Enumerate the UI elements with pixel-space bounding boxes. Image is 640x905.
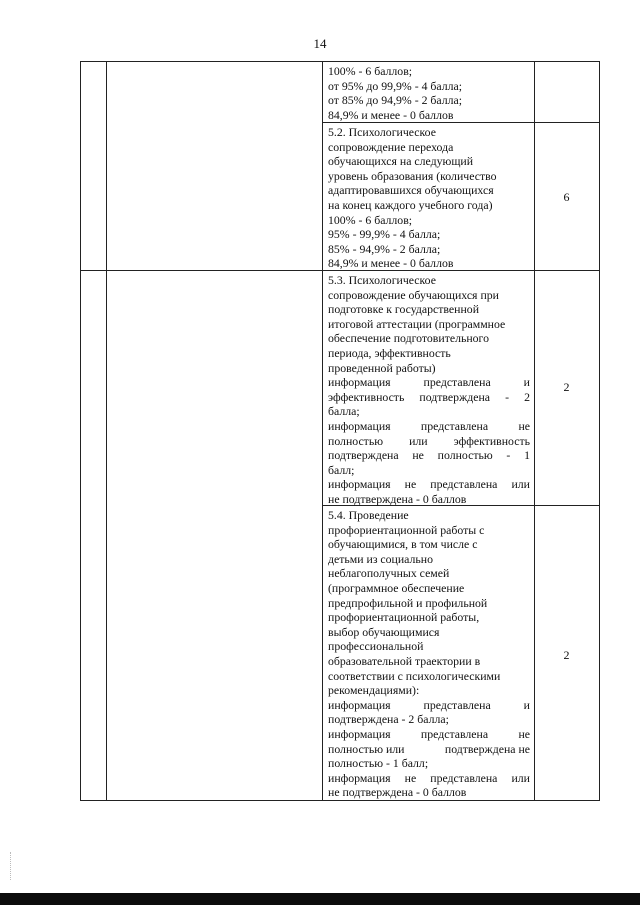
text-line: 85% - 94,9% - 2 балла;: [328, 241, 441, 256]
col-border-3: [322, 61, 323, 801]
word: не: [518, 726, 530, 741]
text-line: профессиональной: [328, 639, 424, 654]
text-line: подтверждена - 2 балла;: [328, 712, 449, 727]
text-line: детьми из социально: [328, 551, 434, 566]
word: полностью или: [328, 741, 405, 756]
text-line: периода, эффективность: [328, 345, 451, 360]
score-5-2: 6: [563, 190, 570, 204]
text-line: не подтверждена - 0 баллов: [328, 785, 467, 800]
justified-line: [328, 419, 530, 434]
word: и: [523, 375, 530, 390]
text-line: обучающихся на следующий: [328, 154, 474, 169]
criteria-cell-5-4: [328, 508, 530, 800]
text-line: балл;: [328, 462, 355, 477]
justified-line: [328, 434, 530, 449]
criteria-cell-5-3: [328, 273, 530, 507]
word: представлена: [430, 477, 498, 492]
text-line: 5.3. Психологическое: [328, 273, 436, 287]
text-line: проведенной работы): [328, 360, 436, 375]
text-line: на конец каждого учебного года): [328, 197, 493, 212]
word: информация: [328, 697, 391, 712]
justified-line: [328, 448, 530, 463]
text-line: соответствии с психологическими: [328, 668, 501, 683]
text-line: итоговой аттестации (программное: [328, 316, 506, 331]
text-line: образовательной траектории в: [328, 653, 481, 668]
scan-edge-bar: [0, 893, 640, 905]
word: подтверждена: [328, 448, 399, 463]
word: или: [511, 770, 530, 785]
word: не: [518, 418, 530, 433]
word: 2: [524, 389, 530, 404]
justified-line: [328, 375, 530, 390]
criteria-cell-row1: [328, 64, 530, 122]
text-line: профориентационной работы,: [328, 610, 480, 625]
word: полностью: [437, 448, 493, 463]
word: полностью: [328, 433, 384, 448]
word: представлена: [430, 770, 498, 785]
text-line: от 95% до 99,9% - 4 балла;: [328, 78, 463, 93]
word: не: [404, 770, 417, 785]
score-5-3: 2: [563, 380, 570, 394]
word: информация: [328, 375, 391, 390]
word: подтверждена не: [444, 741, 530, 756]
word: информация: [328, 726, 391, 741]
word: представлена: [423, 697, 491, 712]
text-line: 5.2. Психологическое: [328, 125, 436, 139]
text-line: сопровождение обучающихся при: [328, 287, 499, 302]
col-border-1: [80, 61, 81, 801]
word: информация: [328, 418, 391, 433]
text-line: подготовке к государственной: [328, 302, 480, 317]
text-line: 84,9% и менее - 0 баллов: [328, 107, 454, 122]
page-number: 14: [313, 36, 327, 51]
text-line: (программное обеспечение: [328, 580, 465, 595]
word: представлена: [420, 726, 489, 741]
text-line: балла;: [328, 404, 360, 419]
scan-artifact: [10, 852, 17, 880]
word: представлена: [420, 418, 489, 433]
justified-line: [328, 742, 530, 757]
text-line: уровень образования (количество: [328, 168, 497, 183]
word: эффективность: [328, 389, 405, 404]
text-line: 95% - 99,9% - 4 балла;: [328, 227, 441, 242]
text-line: 100% - 6 баллов;: [328, 212, 413, 227]
col-border-5: [599, 61, 600, 801]
text-line: не подтверждена - 0 баллов: [328, 491, 467, 506]
text-line: 5.4. Проведение: [328, 508, 409, 522]
word: информация: [328, 477, 391, 492]
justified-line: [328, 771, 530, 786]
justified-line: [328, 727, 530, 742]
justified-line: [328, 390, 530, 405]
text-line: 100% - 6 баллов;: [328, 64, 413, 78]
text-line: обучающимися, в том числе с: [328, 537, 478, 552]
word: или: [511, 477, 530, 492]
word: представлена: [423, 375, 491, 390]
col-border-2: [106, 61, 107, 801]
word: не: [404, 477, 417, 492]
text-line: профориентационной работы с: [328, 522, 485, 537]
text-line: от 85% до 94,9% - 2 балла;: [328, 93, 463, 108]
word: -: [505, 389, 510, 404]
word: информация: [328, 770, 391, 785]
word: подтверждена: [419, 389, 491, 404]
text-line: рекомендациями):: [328, 683, 420, 698]
word: эффективность: [453, 433, 530, 448]
table-top-border: [80, 61, 600, 62]
text-line: неблагополучных семей: [328, 566, 450, 581]
word: 1: [524, 448, 530, 463]
criteria-cell-5-2: [328, 125, 530, 271]
word: -: [506, 448, 511, 463]
text-line: адаптировавшихся обучающихся: [328, 183, 494, 198]
justified-line: [328, 477, 530, 492]
text-line: сопровождение перехода: [328, 139, 454, 154]
col-border-4: [534, 61, 535, 801]
text-line: выбор обучающимися: [328, 624, 440, 639]
justified-line: [328, 698, 530, 713]
text-line: обеспечение подготовительного: [328, 331, 490, 346]
word: и: [523, 697, 530, 712]
word: или: [409, 433, 428, 448]
score-5-4: 2: [563, 648, 570, 662]
text-line: предпрофильной и профильной: [328, 595, 488, 610]
word: не: [412, 448, 424, 463]
text-line: 84,9% и менее - 0 баллов: [328, 256, 454, 271]
text-line: полностью - 1 балл;: [328, 756, 429, 771]
table-bottom-border: [80, 800, 600, 801]
